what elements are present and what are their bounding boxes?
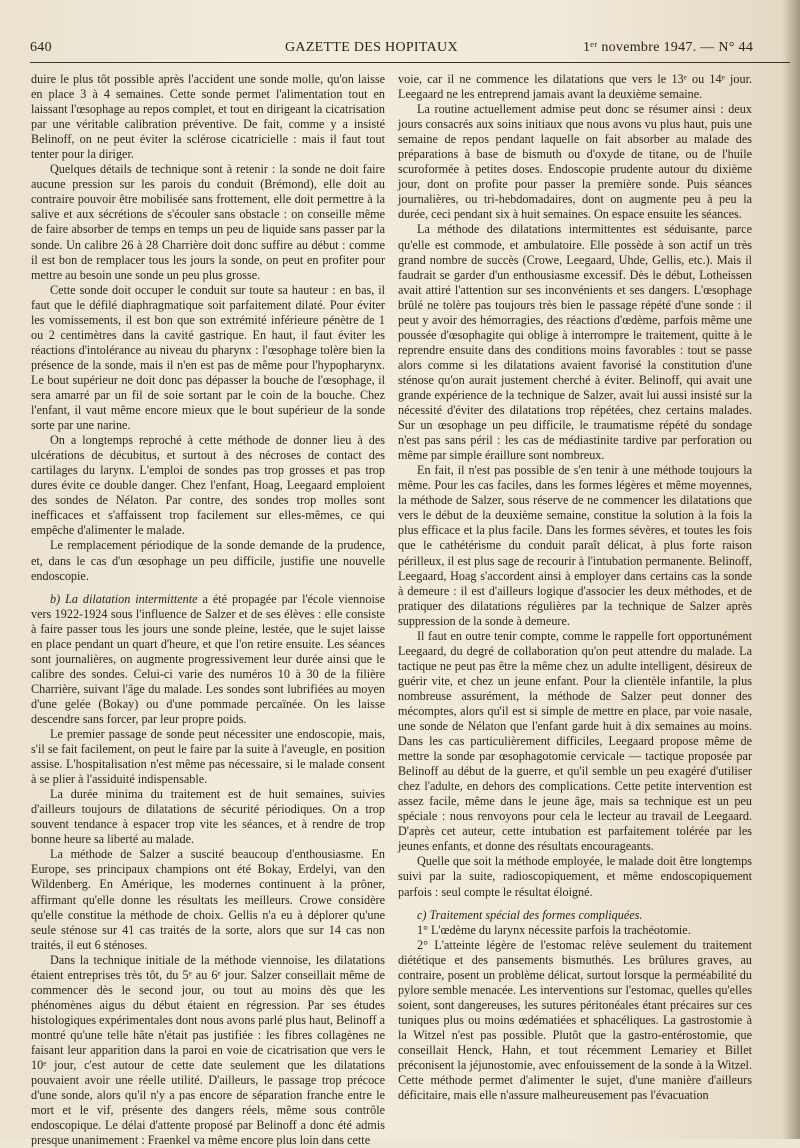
- section-heading: b) La dilatation intermittente: [50, 591, 198, 606]
- paragraph: On a longtemps reproché à cette méthode de donner lieu à des ulcérations de décubitus, et surtout à des nécroses de contact des cartilages du larynx. L'emploi de sondes pas trop grosses et pas trop dures évite ce double danger. Chez l'enfant, Hoag, Leegaard emploient des sondes de Nélaton. Par contre, des sondes trop molles sont inefficaces et s'affaissent trop facilement sur elles-mêmes, ce qui empêche d'alimenter le malade.: [31, 433, 385, 538]
- paragraph: La routine actuellement admise peut donc se résumer ainsi : deux jours consacrés aux soins initiaux que nous avons vu plus haut, puis une semaine de repos pendant laquelle on fait absorber au malade des préparations à base de bismuth ou d'oxyde de titane, ou de l'huile scuroformée à petites doses. Endoscopie prudente autour du dixième jour, dont on profite pour passer la première sonde. Puis séances journalières, ou tri-hebdomadaires, dont on augmente peu à peu la durée, ceci pendant six à huit semaines. On espace ensuite les séances.: [398, 102, 752, 222]
- journal-title: GAZETTE DES HOPITAUX: [285, 40, 458, 55]
- header-rule: [30, 62, 790, 64]
- issue-date: 1ᵉʳ novembre 1947. — N° 44: [583, 40, 754, 55]
- paragraph: 2° L'atteinte légère de l'estomac relève seulement du traitement diététique et des pansements bismuthés. Les brûlures graves, au contraire, posent un problème délicat, surtout lorsque la perméabilité du pylore semble menacée. Les interventions sur l'estomac, quelles qu'elles soient, sont dangereuses, les sutures péritonéales étant précaires sur ces tuniques plus ou moins œdématiées et sphacéliques. La gastrostomie à la Witzel n'est pas possible. Plutôt que la gastro-entérostomie, que conseillait Henck, Hahn, et tout récemment Lemariey et Billet préconisent la jéjunostomie, avec enfouissement de la sonde à la Witzel. Cette méthode permet d'alimenter le sujet, d'une manière d'ailleurs déficitaire, mais elle n'assure malheureusement pas l'évacuation: [398, 937, 752, 1103]
- paragraph: Le remplacement périodique de la sonde demande de la prudence, et, dans le cas d'un œsophage un peu difficile, justifie une nouvelle endoscopie.: [31, 538, 385, 583]
- paragraph: Le premier passage de sonde peut nécessiter une endoscopie, mais, s'il se fait facilement, on peut le faire par la suite à l'aveugle, en position assise. L'hospitalisation n'est même pas nécessaire, si le malade consent à se plier à l'assiduité indispensable.: [31, 727, 385, 787]
- paragraph: La méthode de Salzer a suscité beaucoup d'enthousiasme. En Europe, ses principaux champions ont été Bokay, Erdelyi, van den Wildenberg. En Amérique, les modernes continuent à la prôner, affirmant qu'elle donne les résultats les meilleurs. Crowe considère qu'elle constitue la méthode de choix. Gellis n'a eu à déplorer qu'une seule sténose sur 41 cas traités de la sorte, alors que sur 14 cas non traités, il eut 6 sténoses.: [31, 847, 385, 952]
- paragraph: Cette sonde doit occuper le conduit sur toute sa hauteur : en bas, il faut que le défilé diaphragmatique soit parfaitement dilaté. Pour éviter les vomissements, il est bon que son extrémité inférieure pénètre de 1 ou 2 centimètres dans la cavité gastrique. En haut, il faut éviter les réactions d'intolérance au niveau du pharynx : l'œsophage tolère bien la présence de la sonde, mais il n'en est pas de même pour l'hypopharynx. Le bout supérieur ne doit donc pas dépasser la bouche de l'œsophage, il sera amarré par un fil de soie sortant par le coin de la bouche. Chez l'enfant, il vaut même encore mieux que le bout supérieur de la sonde sorte par une narine.: [31, 282, 385, 433]
- running-header: [30, 40, 790, 64]
- paragraph: La durée minima du traitement est de huit semaines, suivies d'ailleurs toujours de dilatations de sécurité périodiques. On a trop souvent tendance à espacer trop vite les séances, et à rendre de trop bonne heure sa liberté au malade.: [31, 787, 385, 847]
- paragraph: En fait, il n'est pas possible de s'en tenir à une méthode toujours la même. Pour les cas faciles, dans les formes légères et même moyennes, la méthode de Salzer, sous réserve de ne commencer les dilatations que vers le début de la deuxième semaine, constitue la solution à la fois la plus efficace et la plus facile. Dans les formes sévères, et toutes les fois que le cathétérisme du conduit paraît délicat, à plus forte raison périlleux, il est plus sage de recourir à l'intubation permanente. Belinoff, Leegaard, Hoag s'accordent ainsi à employer dans certains cas la sonde à demeure : il est d'ailleurs logique d'associer les deux méthodes, et de pratiquer des dilatations régulières par la technique de Salzer après suppression de la sonde à demeure.: [398, 463, 752, 628]
- paragraph: duire le plus tôt possible après l'accident une sonde molle, qu'on laisse en place 3 à 4 semaines. Cette sonde permet l'alimentation tout en laissant l'œsophage au repos complet, et tout en dirigeant la cicatrisation par une véritable calibration préventive. De fait, comme y a insisté Belinoff, on ne peut éviter la sclérose cicatricielle : mais il faut tout tenter pour la diriger.: [31, 72, 385, 162]
- paragraph: Quelques détails de technique sont à retenir : la sonde ne doit faire aucune pression sur les parois du conduit (Brémond), elle doit au contraire pouvoir être mobilisée sans frottement, elle doit permettre à la salive et aux sécrétions de s'écouler sans obstacle : on conseille même de faire absorber de temps en temps un peu de liquide sans passer par la sonde. Un calibre 26 à 28 Charrière doit donc suffire au début : comme il est bon de remplacer tous les jours la sonde, on peut en profiter pour mettre au besoin une sonde un peu plus grosse.: [31, 162, 385, 282]
- paragraph: voie, car il ne commence les dilatations que vers le 13ᵉ ou 14ᵉ jour. Leegaard ne les entreprend jamais avant la deuxième semaine.: [398, 72, 752, 102]
- page-number: 640: [30, 40, 52, 55]
- paragraph: Il faut en outre tenir compte, comme le rappelle fort opportunément Leegaard, du degré de collaboration qu'on peut attendre du malade. La tactique ne peut pas être la même chez un adulte intelligent, désireux de guérir vite, et chez un jeune enfant. Pour la clientèle infantile, la plus nombreuse assurément, la méthode de Salzer peut donner des mécomptes, alors qu'il est si simple de mettre en place, par voie nasale, une sonde de Nélaton que l'enfant garde huit à dix semaines au moins. Dans les cas particulièrement difficiles, Leegaard propose même de mettre la sonde par œsophagotomie cervicale — tactique proposée par Belinoff au début de la guerre, et qu'il semble un peu exagéré d'utiliser chez l'adulte, en dehors des complications. Cette petite intervention est assez facile, même dans le jeune âge, mais sa technique est un peu spéciale : nous renvoyons pour cela le lecteur au travail de Leegaard. D'après cet auteur, cette intubation est parfaitement tolérée par les jeunes enfants, et donne des résultats encourageants.: [398, 628, 752, 854]
- paragraph: Dans la technique initiale de la méthode viennoise, les dilatations étaient entreprises très tôt, du 5ᵉ au 6ᵉ jour. Salzer conseillait même de commencer dès le second jour, ou tout au moins dès que les phénomènes aigus du début étaient en régression. Par ses études histologiques expérimentales dont nous avons parlé plus haut, Belinoff a montré qu'une telle hâte n'était pas justifiée : les fibres collagènes ne faisant leur apparition dans la paroi en voie de cicatrisation que vers le 10ᵉ jour, c'est autour de cette date seulement que les dilatations pouvaient avoir une réelle utilité. D'ailleurs, le passage trop précoce d'une sonde, alors qu'il n'y a pas encore de séparation franche entre le mort et le vif, présente des dangers réels, même sous contrôle endoscopique. Le délai d'attente proposé par Belinoff a donc été admis presque unanimement : Fraenkel va même encore plus loin dans cette: [31, 952, 385, 1148]
- section-heading: c) Traitement spécial des formes compliquées.: [417, 907, 643, 922]
- left-column: [31, 72, 386, 1148]
- right-column: [398, 72, 752, 1130]
- paragraph: Quelle que soit la méthode employée, le malade doit être longtemps suivi par la suite, radioscopiquement, et même endoscopiquement parfois : seul compte le résultat éloigné.: [398, 854, 752, 899]
- paragraph-body: a été propagée par l'école viennoise vers 1922-1924 sous l'influence de Salzer et de ses élèves : elle consiste à faire passer tous les jours une sonde pleine, lestée, que le sujet laisse en place pendant un quart d'heure, et que l'on retire ensuite. Les séances sont journalières, on augmente progressivement leur durée ainsi que le calibre des sondes. Celui-ci varie des numéros 10 à 30 de la filière Charrière, suivant l'âge du malade. Les sondes sont lubrifiées au moyen d'une gelée (Bokay) ou d'une pommade percaïnée. On les laisse descendre sans forcer, par leur propre poids.: [31, 591, 386, 726]
- paragraph: [31, 592, 385, 727]
- paragraph: 1° L'œdème du larynx nécessite parfois la trachéotomie.: [417, 922, 691, 937]
- paragraph: La méthode des dilatations intermittentes est séduisante, parce qu'elle est commode, et ambulatoire. Elle possède à son actif un très grand nombre de succès (Crowe, Leegaard, Uhde, Gellis, etc.). Mais il faudrait se garder d'un enthousiasme excessif. Dès le début, Lotheissen avait attiré l'attention sur ses inconvénients et ses dangers. L'œsophage brûlé ne tolère pas toujours très bien le passage répété d'une sonde : il peut y avoir des hémorragies, des réactions d'œdème, parfois même une poussée d'œsophagite qui oblige à interrompre le traitement, quitte à le reprendre ensuite dans des conditions moins favorables : tout se passe alors comme si les dilatations avaient favorisé la constitution d'une sténose qu'on aurait justement cherché à éviter. Belinoff, qui avait une grande expérience de la technique de Salzer, avait lui aussi insisté sur la nécessité d'éviter des dilatations trop répétées, chez certains malades. Sur un œsophage un peu difficile, le traumatisme répété du sondage n'est pas sans péril : les cas de médiastinite tardive par perforation ou même par simple éraillure sont nombreux.: [398, 222, 752, 463]
